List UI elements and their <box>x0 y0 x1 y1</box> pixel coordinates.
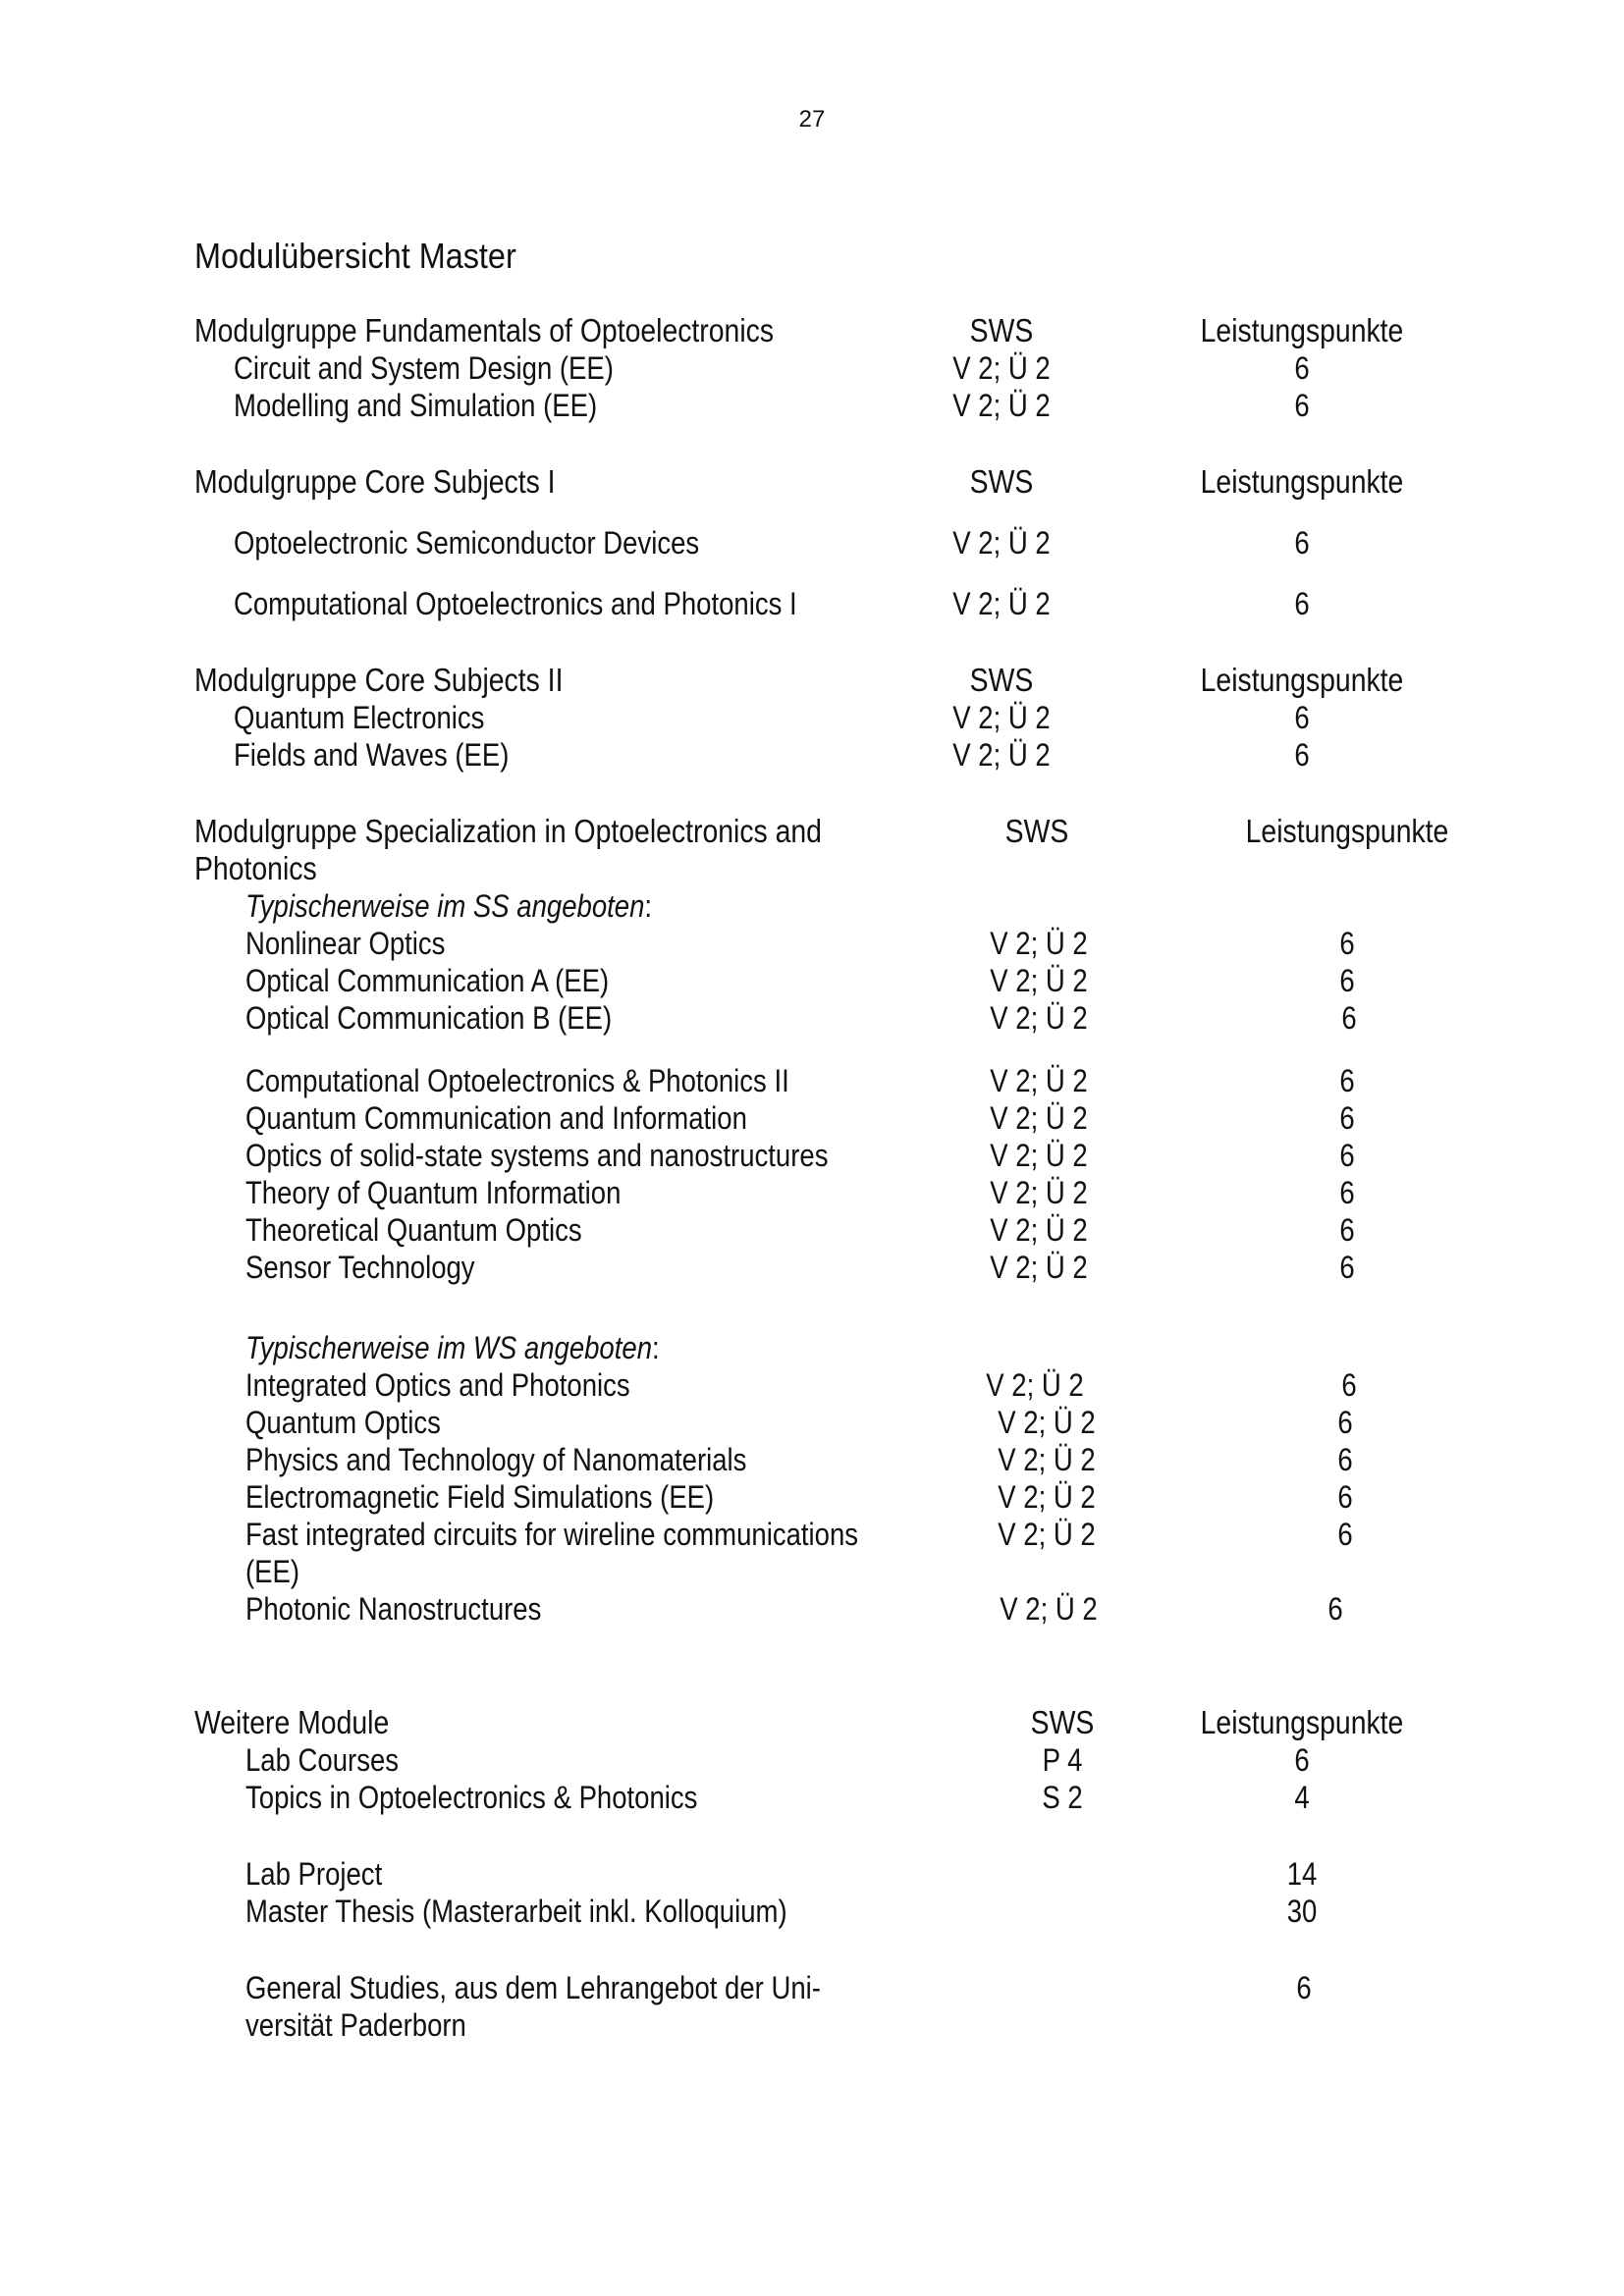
offering-label-ss-text: Typischerweise im SS angeboten <box>245 888 645 924</box>
module-sws: V 2; Ü 2 <box>952 350 1051 386</box>
module-name: Lab Courses <box>245 1742 400 1778</box>
lp-header: Leistungspunkte <box>1200 312 1404 348</box>
module-sws: V 2; Ü 2 <box>952 388 1051 423</box>
page-title: Modulübersicht Master <box>194 236 516 276</box>
module-name: Computational Optoelectronics and Photonics I <box>234 586 797 621</box>
group-heading: Modulgruppe Fundamentals of Optoelectronics <box>194 312 775 348</box>
module-lp: 6 <box>1339 1138 1355 1173</box>
module-name: Topics in Optoelectronics & Photonics <box>245 1780 698 1815</box>
module-lp: 6 <box>1337 1442 1353 1477</box>
module-sws: V 2; Ü 2 <box>990 1063 1088 1098</box>
module-name: Physics and Technology of Nanomaterials <box>245 1442 747 1477</box>
page-number: 27 <box>798 106 826 133</box>
module-lp: 6 <box>1339 1250 1355 1285</box>
offering-label-ss-colon: : <box>644 888 653 924</box>
module-name: Photonic Nanostructures <box>245 1591 542 1627</box>
module-name: Master Thesis (Masterarbeit inkl. Kolloquium) <box>245 1894 787 1929</box>
module-name-continued: versität Paderborn <box>245 2007 466 2043</box>
module-lp: 6 <box>1294 350 1310 386</box>
module-sws: V 2; Ü 2 <box>952 525 1051 561</box>
module-name: Integrated Optics and Photonics <box>245 1367 630 1403</box>
module-name: General Studies, aus dem Lehrangebot der Uni- <box>245 1970 821 2005</box>
module-lp: 6 <box>1294 700 1310 735</box>
module-lp: 6 <box>1339 926 1355 961</box>
module-sws: V 2; Ü 2 <box>990 1212 1088 1248</box>
module-lp: 6 <box>1294 586 1310 621</box>
module-lp: 30 <box>1286 1894 1318 1929</box>
module-lp: 6 <box>1294 1742 1310 1778</box>
module-sws: V 2; Ü 2 <box>990 1100 1088 1136</box>
module-name: Circuit and System Design (EE) <box>234 350 614 386</box>
module-sws: V 2; Ü 2 <box>998 1442 1096 1477</box>
module-lp: 6 <box>1294 737 1310 773</box>
module-sws: P 4 <box>1042 1742 1083 1778</box>
module-name: Nonlinear Optics <box>245 926 446 961</box>
module-name: Optoelectronic Semiconductor Devices <box>234 525 700 561</box>
module-name: Electromagnetic Field Simulations (EE) <box>245 1479 715 1515</box>
module-lp: 6 <box>1327 1591 1343 1627</box>
group-heading-continued: Photonics <box>194 850 317 886</box>
sws-header: SWS <box>969 312 1034 348</box>
lp-header: Leistungspunkte <box>1200 662 1404 698</box>
module-name: Sensor Technology <box>245 1250 475 1285</box>
module-lp: 6 <box>1341 1367 1357 1403</box>
module-sws: V 2; Ü 2 <box>952 586 1051 621</box>
module-name: Optical Communication A (EE) <box>245 963 610 998</box>
module-name: Quantum Electronics <box>234 700 485 735</box>
lp-header: Leistungspunkte <box>1200 1704 1404 1740</box>
module-sws: V 2; Ü 2 <box>1000 1591 1098 1627</box>
module-lp: 6 <box>1337 1405 1353 1440</box>
lp-header: Leistungspunkte <box>1200 463 1404 500</box>
module-lp: 6 <box>1339 1175 1355 1210</box>
module-name-continued: (EE) <box>245 1554 300 1589</box>
offering-label-ws <box>245 1329 660 1366</box>
lp-header: Leistungspunkte <box>1245 813 1449 849</box>
offering-label-ws-colon: : <box>651 1330 660 1365</box>
group-heading: Modulgruppe Core Subjects II <box>194 662 564 698</box>
module-name: Optics of solid-state systems and nanostructures <box>245 1138 829 1173</box>
group-heading: Weitere Module <box>194 1704 390 1740</box>
module-name: Fast integrated circuits for wireline communications <box>245 1517 859 1552</box>
module-name: Theory of Quantum Information <box>245 1175 622 1210</box>
module-lp: 6 <box>1337 1517 1353 1552</box>
module-lp: 14 <box>1286 1856 1318 1892</box>
module-lp: 6 <box>1294 525 1310 561</box>
module-sws: V 2; Ü 2 <box>990 1000 1088 1036</box>
module-sws: V 2; Ü 2 <box>998 1517 1096 1552</box>
module-sws: V 2; Ü 2 <box>990 1250 1088 1285</box>
module-sws: V 2; Ü 2 <box>990 1138 1088 1173</box>
module-lp: 6 <box>1339 1063 1355 1098</box>
module-name: Lab Project <box>245 1856 383 1892</box>
module-sws: V 2; Ü 2 <box>990 1175 1088 1210</box>
module-name: Quantum Optics <box>245 1405 441 1440</box>
module-sws: V 2; Ü 2 <box>990 926 1088 961</box>
module-sws: V 2; Ü 2 <box>990 963 1088 998</box>
module-name: Optical Communication B (EE) <box>245 1000 613 1036</box>
group-heading: Modulgruppe Specialization in Optoelectronics and <box>194 813 822 849</box>
module-lp: 6 <box>1339 963 1355 998</box>
module-name: Computational Optoelectronics & Photonics II <box>245 1063 789 1098</box>
module-lp: 6 <box>1294 388 1310 423</box>
module-lp: 6 <box>1341 1000 1357 1036</box>
module-name: Modelling and Simulation (EE) <box>234 388 598 423</box>
module-lp: 6 <box>1339 1212 1355 1248</box>
sws-header: SWS <box>1030 1704 1095 1740</box>
module-name: Theoretical Quantum Optics <box>245 1212 582 1248</box>
module-sws: S 2 <box>1042 1780 1083 1815</box>
module-lp: 6 <box>1339 1100 1355 1136</box>
module-name: Fields and Waves (EE) <box>234 737 510 773</box>
offering-label-ws-text: Typischerweise im WS angeboten <box>245 1330 652 1365</box>
module-sws: V 2; Ü 2 <box>998 1479 1096 1515</box>
module-lp: 4 <box>1294 1780 1310 1815</box>
module-name: Quantum Communication and Information <box>245 1100 747 1136</box>
group-heading: Modulgruppe Core Subjects I <box>194 463 556 500</box>
sws-header: SWS <box>969 662 1034 698</box>
module-sws: V 2; Ü 2 <box>952 737 1051 773</box>
sws-header: SWS <box>969 463 1034 500</box>
module-sws: V 2; Ü 2 <box>986 1367 1084 1403</box>
sws-header: SWS <box>1004 813 1069 849</box>
module-lp: 6 <box>1296 1970 1312 2005</box>
module-lp: 6 <box>1337 1479 1353 1515</box>
offering-label-ss <box>245 887 652 925</box>
module-sws: V 2; Ü 2 <box>998 1405 1096 1440</box>
module-sws: V 2; Ü 2 <box>952 700 1051 735</box>
